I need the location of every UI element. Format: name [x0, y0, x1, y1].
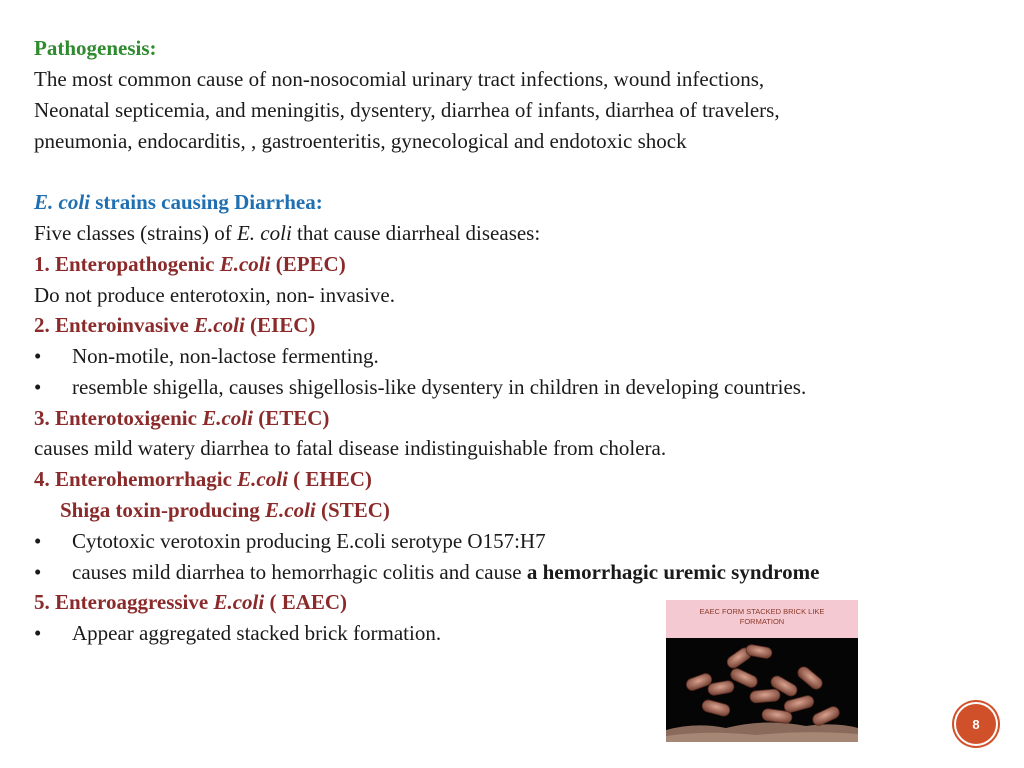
ehec-title: 4. Enterohemorrhagic E.coli ( EHEC): [34, 467, 372, 491]
epec-title: 1. Enteropathogenic E.coli (EPEC): [34, 252, 346, 276]
strains-heading: E. coli strains causing Diarrhea:: [34, 190, 323, 214]
epec-text: Do not produce enterotoxin, non- invasive.: [34, 283, 395, 307]
hus-emphasis: a hemorrhagic uremic syndrome: [526, 560, 820, 584]
strains-intro: Five classes (strains) of E. coli that cause diarrheal diseases:: [34, 221, 541, 245]
eaec-title: 5. Enteroaggressive E.coli ( EAEC): [34, 590, 348, 614]
eiec-title: 2. Enteroinvasive E.coli (EIEC): [34, 313, 316, 337]
etec-text: causes mild watery diarrhea to fatal disease indistinguishable from cholera.: [34, 436, 667, 460]
etec-title: 3. Enterotoxigenic E.coli (ETEC): [34, 406, 330, 430]
pathogenesis-line-2: Neonatal septicemia, and meningitis, dysentery, diarrhea of infants, diarrhea of travelers,: [34, 98, 780, 122]
image-caption-line-2: FORMATION: [739, 617, 785, 626]
eaec-bullet-1: • Appear aggregated stacked brick formation.: [34, 618, 441, 648]
ehec-bullet-1: • Cytotoxic verotoxin producing E.coli serotype O157:H7: [34, 526, 546, 556]
ehec-bullet-2: • causes mild diarrhea to hemorrhagic colitis and cause a hemorrhagic uremic syndrome: [34, 557, 819, 587]
bacteria-illustration: [666, 638, 858, 742]
eiec-bullet-1: • Non-motile, non-lactose fermenting.: [34, 341, 379, 371]
bullet-symbol: •: [34, 621, 42, 645]
pathogenesis-line-3: pneumonia, endocarditis, , gastroenteritis, gynecological and endotoxic shock: [34, 129, 687, 153]
image-caption: [666, 600, 858, 638]
pathogenesis-heading: Pathogenesis:: [34, 36, 157, 60]
bullet-symbol: •: [34, 560, 42, 584]
eiec-bullet-2: • resemble shigella, causes shigellosis-like dysentery in children in developing countries.: [34, 372, 806, 402]
bullet-symbol: •: [34, 344, 42, 368]
bullet-symbol: •: [34, 375, 42, 399]
pathogenesis-line-1: The most common cause of non-nosocomial urinary tract infections, wound infections,: [34, 67, 765, 91]
eaec-micrograph-image: [666, 600, 858, 742]
bullet-symbol: •: [34, 529, 42, 553]
stec-subtitle: Shiga toxin-producing E.coli (STEC): [60, 498, 390, 522]
page-number-badge: [956, 704, 996, 744]
image-caption-line-1: EAEC FORM STACKED BRICK LIKE: [699, 607, 825, 616]
page-number: 8: [972, 716, 980, 732]
